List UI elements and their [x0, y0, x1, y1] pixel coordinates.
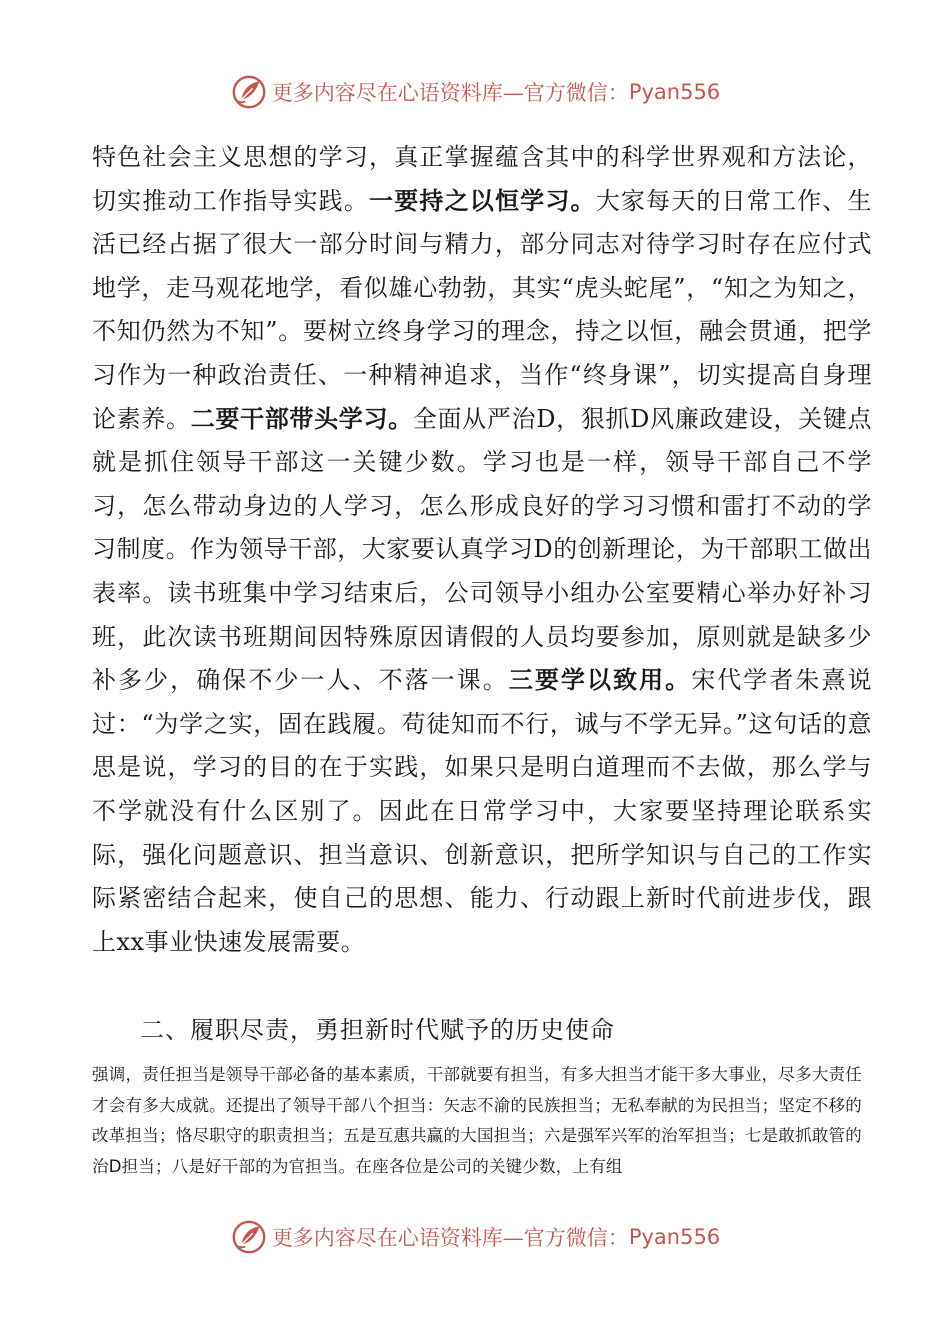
- bold-point-3: 三要学以致用。: [508, 666, 692, 695]
- body-text-segment: 宋代学者朱熹说过：“为学之实，固在践履。苟徒知而不行，诚与不学无异。”这句话的意思是说，学习的目的在于实践，如果只是明白道理而不去做，那么学与不学就没有什么区别了。因此在日常学习中，大家要坚持理论联系实际，强化问题意识、担当意识、创新意识，把所学知识与自己的工作实际紧密结合起来，使自己的思想、能力、行动跟上新时代前进步伐，跟上xx事业快速发展需要。: [92, 666, 873, 956]
- section-heading: 二、履职尽责，勇担新时代赋予的历史使命: [140, 1016, 615, 1044]
- body-paragraph: [92, 136, 872, 964]
- body-text-segment: 全面从严治D，狠抓D风廉政建设，关键点就是抓住领导干部这一关键少数。学习也是一样，领导干部自己不学习，怎么带动身边的人学习，怎么形成良好的学习习惯和雷打不动的学习制度。作为领导干部，大家要认真学习D的创新理论，为干部职工做出表率。读书班集中学习结束后，公司领导小组办公室要精心举办好补习班，此次读书班期间因特殊原因请假的人员均要参加，原则就是缺多少补多少，确保不少一人、不落一课。: [92, 404, 873, 695]
- body-text-segment: 大家每天的日常工作、生活已经占据了很大一部分时间与精力，部分同志对待学习时存在应付式地学，走马观花地学，看似雄心勃勃，其实“虎头蛇尾”，“知之为知之，不知仍然为不知”。要树立终身学习的理念，持之以恒，融会贯通，把学习作为一种政治责任、一种精神追求，当作“终身课”，切实提高自身理论素养。: [92, 186, 873, 433]
- watermark-id: Pyan556: [628, 80, 721, 104]
- leaf-logo-icon: [230, 73, 268, 111]
- bold-point-2: 二要干部带头学习。: [190, 404, 413, 433]
- header-watermark: [0, 72, 950, 112]
- watermark-text: 更多内容尽在心语资料库—官方微信：: [271, 1226, 629, 1250]
- small-paragraph: 强调，责任担当是领导干部必备的基本素质，干部就要有担当，有多大担当才能干多大事业，尽多大责任才会有多大成就。还提出了领导干部八个担当：矢志不渝的民族担当；无私奉献的为民担当；坚定不移的改革担当；恪尽职守的职责担当；五是互惠共赢的大国担当；六是强军兴军的治军担当；七是敢抓敢管的治D担当；八是好干部的为官担当。在座各位是公司的关键少数，上有组: [92, 1065, 862, 1176]
- footer-watermark: [0, 1217, 950, 1257]
- bold-point-1: 一要持之以恒学习。: [369, 186, 596, 215]
- watermark-text: 更多内容尽在心语资料库—官方微信：: [271, 81, 629, 105]
- body-text-segment: 特色社会主义思想的学习，真正掌握蕴含其中的科学世界观和方法论，切实推动工作指导实践。: [92, 143, 872, 215]
- watermark-id: Pyan556: [628, 1225, 721, 1249]
- leaf-logo-icon: [230, 1218, 268, 1256]
